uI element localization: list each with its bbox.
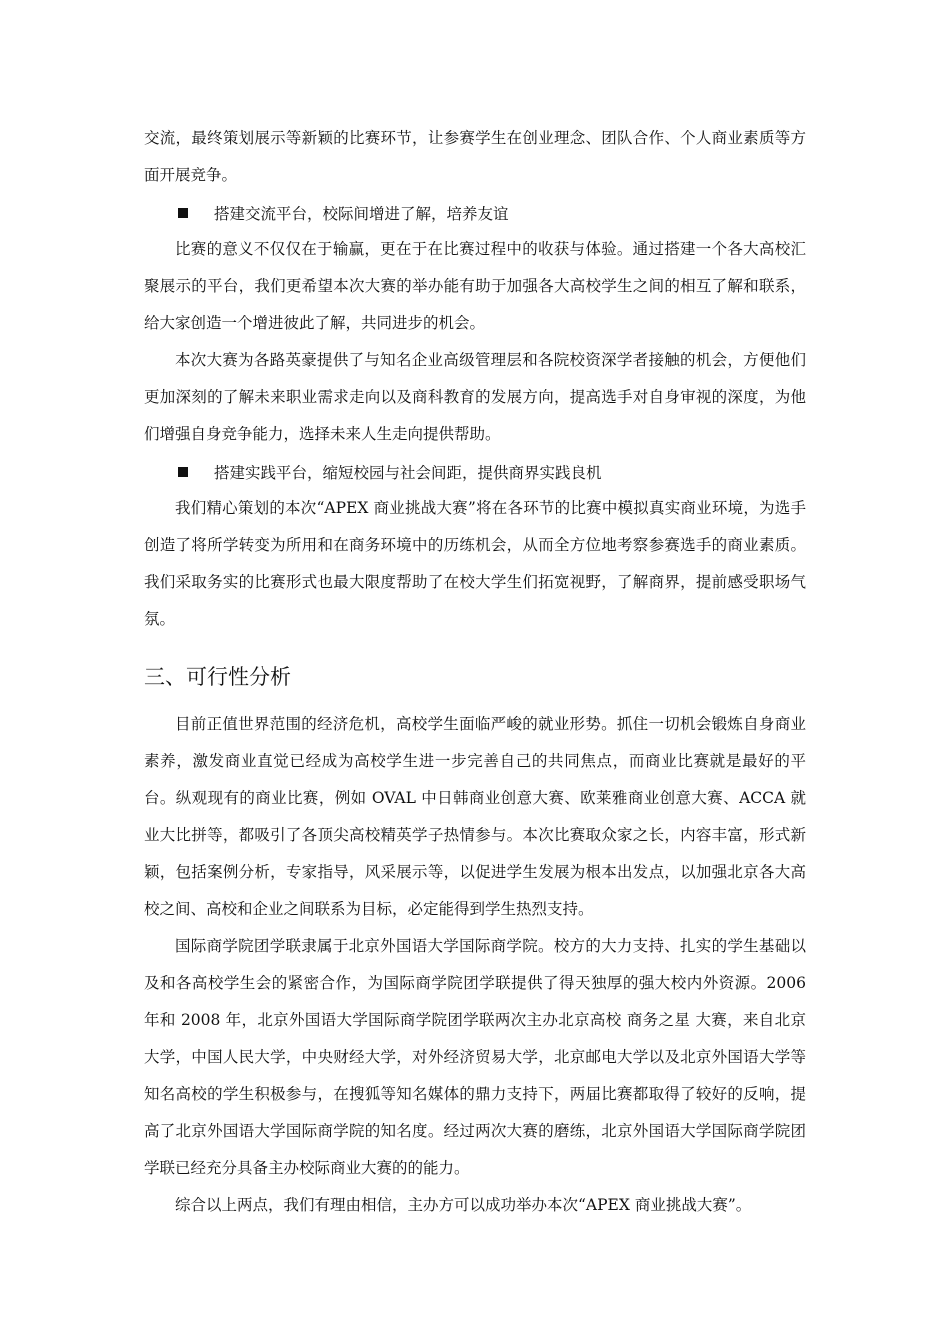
document-body — [144, 120, 806, 1224]
bullet-text: 搭建交流平台，校际间增进了解，培养友谊 — [214, 204, 509, 223]
section-heading-feasibility: 三、可行性分析 — [144, 665, 291, 689]
paragraph-continuation: 交流，最终策划展示等新颖的比赛环节，让参赛学生在创业理念、团队合作、个人商业素质等方面开展竞争。 — [144, 129, 806, 184]
paragraph-apex-simulation: 我们精心策划的本次“APEX 商业挑战大赛”将在各环节的比赛中模拟真实商业环境，为选手创造了将所学转变为所用和在商务环境中的历练机会，从而全方位地考察参赛选手的商业素质。我们采取务实的比赛形式也最大限度帮助了在校大学生们拓宽视野，了解商界，提前感受职场气氛。 — [144, 499, 806, 628]
bullet-text: 搭建实践平台，缩短校园与社会间距，提供商界实践良机 — [214, 463, 602, 482]
paragraph-opportunity: 本次大赛为各路英豪提供了与知名企业高级管理层和各院校资深学者接触的机会，方便他们更加深刻的了解未来职业需求走向以及商科教育的发展方向，提高选手对自身审视的深度，为他们增强自身竞争能力，选择未来人生走向提供帮助。 — [144, 351, 806, 443]
square-bullet-icon — [178, 467, 188, 477]
paragraph-significance: 比赛的意义不仅仅在于输赢，更在于在比赛过程中的收获与体验。通过搭建一个各大高校汇聚展示的平台，我们更希望本次大赛的举办能有助于加强各大高校学生之间的相互了解和联系，给大家创造一个增进彼此了解，共同进步的机会。 — [144, 240, 806, 332]
square-bullet-icon — [178, 208, 188, 218]
paragraph-conclusion: 综合以上两点，我们有理由相信，主办方可以成功举办本次“APEX 商业挑战大赛”。 — [175, 1196, 752, 1214]
paragraph-organizer-background: 国际商学院团学联隶属于北京外国语大学国际商学院。校方的大力支持、扎实的学生基础以及和各高校学生会的紧密合作，为国际商学院团学联提供了得天独厚的强大校内外资源。2006 年和 2008 年，北京外国语大学国际商学院团学联两次主办北京高校 商务之星 大赛，来自北京大学，中国人民大学，中央财经大学，对外经济贸易大学，北京邮电大学以及北京外国语大学等知名高校的学生积极参与，在搜狐等知名媒体的鼎力支持下，两届比赛都取得了较好的反响，提高了北京外国语大学国际商学院的知名度。经过两次大赛的磨练，北京外国语大学国际商学院团学联已经充分具备主办校际商业大赛的的能力。 — [144, 937, 806, 1177]
paragraph-economic-context: 目前正值世界范围的经济危机，高校学生面临严峻的就业形势。抓住一切机会锻炼自身商业素养，激发商业直觉已经成为高校学生进一步完善自己的共同焦点，而商业比赛就是最好的平台。纵观现有的商业比赛，例如 OVAL 中日韩商业创意大赛、欧莱雅商业创意大赛、ACCA 就业大比拼等，都吸引了各顶尖高校精英学子热情参与。本次比赛取众家之长，内容丰富，形式新颖，包括案例分析，专家指导，风采展示等，以促进学生发展为根本出发点，以加强北京各大高校之间、高校和企业之间联系为目标，必定能得到学生热烈支持。 — [144, 715, 806, 918]
bullet-item-practice-platform — [178, 453, 806, 490]
bullet-item-exchange-platform — [178, 194, 806, 231]
